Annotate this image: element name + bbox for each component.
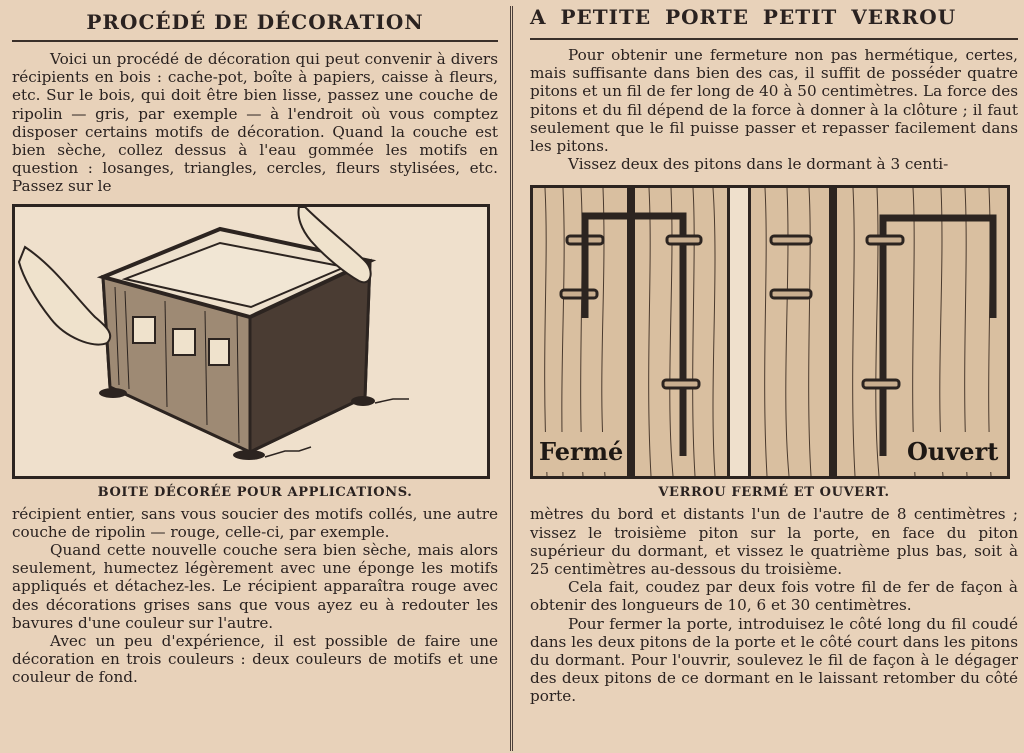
latch-figure-caption: VERROU FERMÉ ET OUVERT. [658,485,890,501]
decorated-box-drawing [15,207,487,476]
intro-paragraph-2: Vissez deux des pitons dans le dormant à 3 centi- [568,155,949,174]
body-paragraph-3: Pour fermer la porte, introduisez le côté long du fil coudé dans les deux pitons de la porte et le côté court dans les pitons du dormant. Pour l'ouvrir, soulevez le fil de façon à le dégager des deux pitons de ce dormant en le laissant retomber du côté porte. [530,614,1018,706]
closed-label: Fermé [539,437,624,467]
column-divider [510,6,513,751]
article-title: PROCÉDÉ DE DÉCORATION [12,0,498,42]
article-title: A PETITE PORTE PETIT VERROU [530,0,1018,40]
body-paragraph-3: Avec un peu d'expérience, il est possible de faire une décoration en trois couleurs : deux couleurs de motifs et une couleur de fond. [12,632,498,687]
article-verrou [530,0,1018,753]
body-paragraph-1: mètres du bord et distants l'un de l'autre de 8 centimètres ; vissez le troisième piton sur la porte, en face du piton supérieur du dormant, et vissez le quatrième plus bas, soit à 25 centimètres au-dessous du troisième. [530,505,1018,579]
body-paragraph-2: Cela fait, coudez par deux fois votre fil de fer de façon à obtenir des longueurs de 10, 6 et 30 centimètres. [530,578,1018,615]
open-label: Ouvert [907,437,999,467]
latch-illustration [530,185,1010,479]
box-illustration [12,204,490,479]
intro-paragraph: Voici un procédé de décoration qui peut convenir à divers récipients en bois : cache-pot, boîte à papiers, caisse à fleurs, etc. Sur le bois, qui doit être bien lisse, passez une couche de ripolin — gris, par exemple — à l'endroit où vous comptez disposer certains motifs de décoration. Quand la couche est bien sèche, collez dessus à l'eau gommée les motifs en question : losanges, triangles, cercles, fleurs stylisées, etc. Passez sur le [12,50,498,196]
latch-drawing [533,188,1007,476]
body-paragraph-1: récipient entier, sans vous soucier des motifs collés, une autre couche de ripolin — rouge, celle-ci, par exemple. [12,504,498,541]
body-paragraph-2: Quand cette nouvelle couche sera bien sèche, mais alors seulement, humectez légèrement avec une éponge les motifs appliqués et détachez-les. Le récipient apparaîtra rouge avec des décorations grises sans que vous ayez eu à redouter les bavures d'une couleur sur l'autre. [12,541,498,632]
article-decoration [12,0,498,753]
box-figure-caption: BOITE DÉCORÉE POUR APPLICATIONS. [97,484,413,500]
intro-paragraph-1: Pour obtenir une fermeture non pas hermétique, certes, mais suffisante dans bien des cas, il suffit de posséder quatre pitons et un fil de fer long de 40 à 50 centimètres. La force des pitons et du fil dépend de la force à donner à la clôture ; il faut seulement que le fil puisse passer et repasser facilement dans les pitons. [530,46,1018,156]
